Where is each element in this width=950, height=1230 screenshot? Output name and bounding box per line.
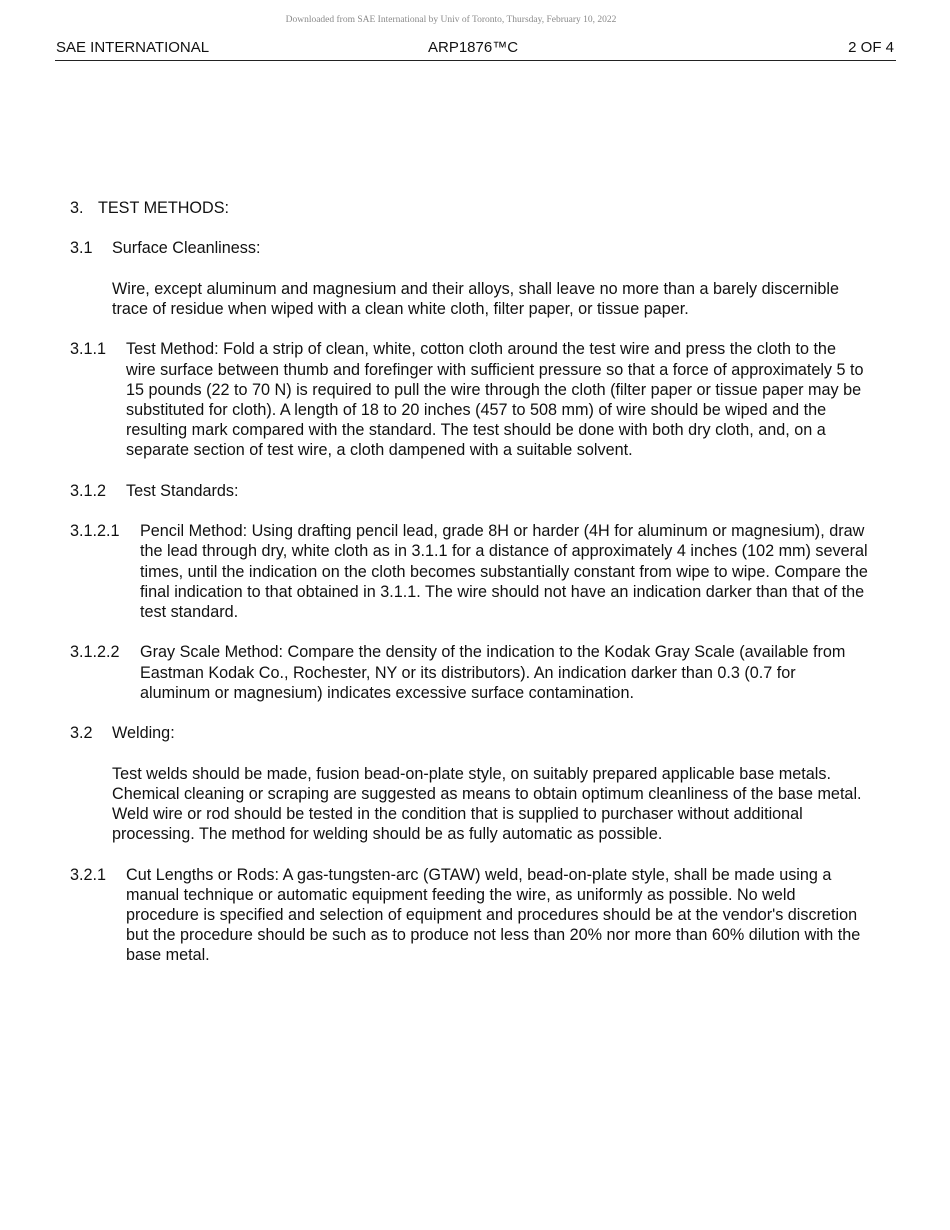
section-number: 3. (70, 199, 84, 217)
header-organization: SAE INTERNATIONAL (56, 39, 210, 56)
section-title: TEST METHODS: (98, 199, 230, 217)
section-text: Test Method: Fold a strip of clean, white, cotton cloth around the test wire and press the cloth to the wire surface between thumb and forefinger with sufficient pressure so that a force of approximately 5 to 15 pounds (22 to 70 N) is required to pull the wire through the cloth (filter paper or tissue paper may be substituted for cloth). A length of 18 to 20 inches (457 to 508 mm) of wire should be wiped and the resulting mark compared with the standard. The test should be done with both dry cloth, and, on a separate section of test wire, a cloth dampened with a suitable solvent. (126, 340, 864, 460)
section-3-2-heading (70, 723, 870, 743)
section-3-1-heading (70, 238, 870, 258)
section-number: 3.1.2.2 (70, 643, 120, 662)
section-text: Cut Lengths or Rods: A gas-tungsten-arc (GTAW) weld, bead-on-plate style, shall be made using a manual technique or automatic equipment feeding the wire, as uniformly as possible. No weld procedure is specified and selection of equipment and procedures should be at the vendor's discretion but the procedure should be such as to produce not less than 20% nor more than 60% dilution with the base metal. (126, 865, 861, 965)
page-header (55, 38, 896, 61)
document-body (70, 198, 870, 966)
section-title: Test Standards: (126, 481, 239, 500)
header-page-number: 2 OF 4 (848, 39, 894, 56)
section-3-1-2-heading (70, 481, 870, 501)
section-title: Surface Cleanliness: (112, 239, 261, 258)
download-watermark: Downloaded from SAE International by Univ of Toronto, Thursday, February 10, 2022 (285, 15, 617, 25)
section-title: Welding: (112, 724, 175, 743)
section-text: Gray Scale Method: Compare the density of the indication to the Kodak Gray Scale (available from Eastman Kodak Co., Rochester, NY or its distributors). An indication darker than 0.3 (0.7 for aluminum or magnesium) indicates excessive surface contamination. (140, 643, 846, 702)
section-3-1-2-2 (70, 642, 870, 703)
section-number: 3.1.2.1 (70, 522, 120, 541)
section-3-heading (70, 198, 870, 218)
section-number: 3.1.1 (70, 340, 107, 359)
section-3-2-1 (70, 865, 870, 966)
section-number: 3.2 (70, 724, 93, 743)
section-number: 3.1.2 (70, 481, 107, 500)
section-3-1-2-1 (70, 521, 870, 622)
section-3-2-paragraph: Test welds should be made, fusion bead-on-plate style, on suitably prepared applicable base metals. Chemical cleaning or scraping are suggested as means to obtain optimum cleanliness of the base metal. Weld wire or rod should be tested in the condition that is supplied to purchaser without additional processing. The method for welding should be as fully automatic as possible. (112, 764, 862, 844)
section-number: 3.2.1 (70, 865, 107, 884)
section-3-1-paragraph: Wire, except aluminum and magnesium and their alloys, shall leave no more than a barely discernible trace of residue when wiped with a clean white cloth, filter paper, or tissue paper. (112, 279, 840, 318)
section-3-1-1 (70, 339, 870, 460)
header-document-id: ARP1876™C (428, 39, 519, 56)
section-text: Pencil Method: Using drafting pencil lead, grade 8H or harder (4H for aluminum or magnesium), draw the lead through dry, white cloth as in 3.1.1 for a distance of approximately 4 inches (102 mm) several times, until the indication on the cloth becomes substantially constant from wipe to wipe. Compare the final indication to that obtained in 3.1.1. The wire should not have an indication darker than that of the test standard. (140, 522, 868, 621)
section-number: 3.1 (70, 239, 93, 258)
